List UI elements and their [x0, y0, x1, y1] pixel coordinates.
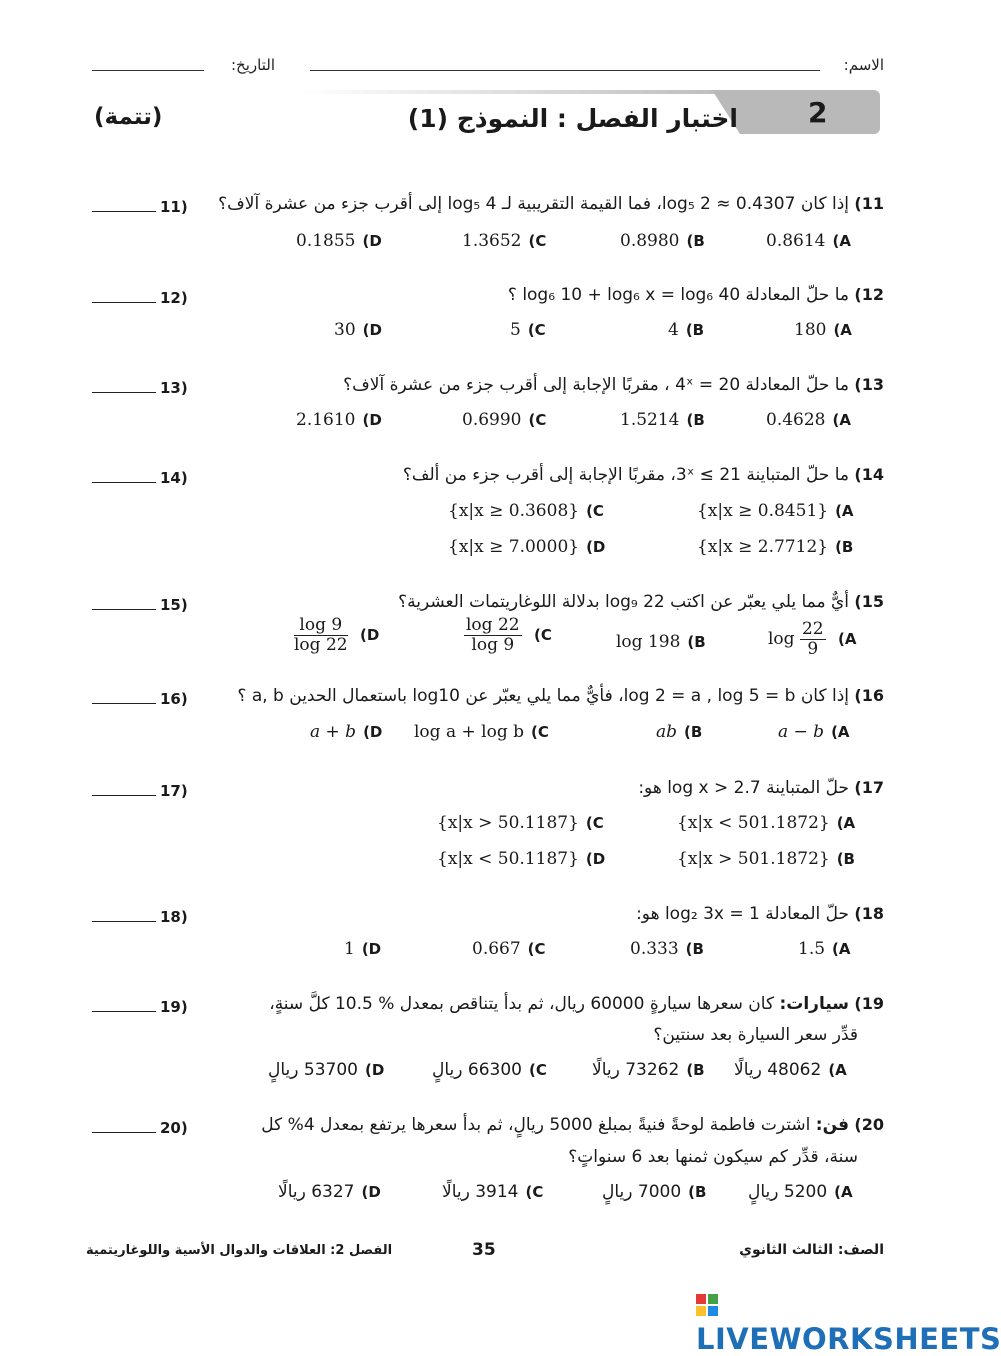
question-number: 16)	[854, 686, 884, 705]
fraction: $\frac{22}{9}$	[801, 619, 824, 659]
question-number: 19)	[854, 994, 884, 1013]
option-c[interactable]: 0.667 (C	[472, 939, 546, 959]
blank-line[interactable]	[92, 703, 156, 704]
liveworksheets-logo	[696, 1288, 1001, 1356]
question-19	[269, 994, 884, 1014]
answer-label: 18)	[160, 908, 188, 926]
question-text: حلّ المتباينة log x > 2.7 هو:	[638, 778, 850, 798]
option-d[interactable]: 30 (D	[334, 320, 382, 340]
answer-blank-12[interactable]	[92, 289, 188, 307]
question-15	[398, 592, 884, 612]
option-d[interactable]: {x|x < 50.1187} (D	[437, 849, 606, 869]
option-c[interactable]: 66300 ريالٍ (C	[432, 1060, 547, 1080]
fraction: $\frac{\log 9}{\log 22}$	[294, 615, 348, 655]
question-text: إذا كان log₅ 2 ≈ 0.4307، فما القيمة التقريبية لـ log₅ 4 إلى أقرب جزء من عشرة آلاف؟	[218, 194, 850, 214]
question-14	[403, 465, 884, 485]
answer-label: 17)	[160, 782, 188, 800]
answer-blank-20[interactable]	[92, 1119, 188, 1137]
option-d[interactable]: $\frac{\log 9}{\log 22}$ (D	[294, 615, 380, 655]
option-a[interactable]: {x|x < 501.1872} (A	[677, 813, 856, 833]
question-16	[237, 686, 884, 706]
option-b[interactable]: 1.5214 (B	[620, 410, 705, 430]
question-number: 15)	[854, 592, 884, 611]
option-b[interactable]: 7000 ريالٍ (B	[602, 1182, 707, 1202]
question-text: حلّ المعادلة log₂ 3x = 1 هو:	[636, 904, 850, 924]
answer-label: 15)	[160, 596, 188, 614]
blank-line[interactable]	[92, 211, 156, 212]
page-number: 35	[472, 1240, 496, 1260]
answer-label: 19)	[160, 998, 188, 1016]
answer-blank-15[interactable]	[92, 596, 188, 614]
footer-grade: الصف: الثالث الثانوي	[739, 1242, 884, 1258]
question-12	[508, 285, 884, 305]
option-d[interactable]: 6327 ريالًا (D	[278, 1182, 381, 1202]
banner-fade	[300, 90, 720, 94]
answer-blank-17[interactable]	[92, 782, 188, 800]
option-a[interactable]: 48062 ريالًا (A	[734, 1060, 847, 1080]
answer-label: 14)	[160, 469, 188, 487]
option-c[interactable]: $\frac{\log 22}{\log 9}$ (C	[466, 615, 552, 655]
option-c[interactable]: {x|x > 50.1187} (C	[437, 813, 604, 833]
option-a[interactable]: log $\frac{22}{9}$ (A	[768, 619, 857, 659]
option-d[interactable]: 2.1610 (D	[296, 410, 382, 430]
option-d[interactable]: 53700 ريالٍ (D	[268, 1060, 385, 1080]
option-b[interactable]: ab (B	[656, 722, 703, 742]
option-d[interactable]: 0.1855 (D	[296, 231, 382, 251]
blank-line[interactable]	[92, 482, 156, 483]
question-number: 11)	[854, 194, 884, 213]
question-text: إذا كان log 2 = a , log 5 = b، فأيٌّ مما يلي يعبّر عن log10 باستعمال الحدين a, b ؟	[237, 686, 850, 706]
answer-blank-18[interactable]	[92, 908, 188, 926]
answer-blank-19[interactable]	[92, 998, 188, 1016]
question-number: 14)	[854, 465, 884, 484]
option-b[interactable]: {x|x ≥ 2.7712} (B	[697, 537, 854, 557]
chapter-number: 2	[808, 96, 828, 129]
question-text: ما حلّ المتباينة 21 ≥ 3ˣ، مقربًا الإجابة إلى أقرب جزء من ألف؟	[402, 465, 850, 485]
option-d[interactable]: a + b (D	[310, 722, 383, 742]
question-number: 13)	[854, 375, 884, 394]
option-a[interactable]: {x|x ≥ 0.8451} (A	[697, 501, 854, 521]
answer-label: 20)	[160, 1119, 188, 1137]
option-c[interactable]: 3914 ريالًا (C	[442, 1182, 544, 1202]
answer-label: 12)	[160, 289, 188, 307]
option-b[interactable]: 73262 ريالًا (B	[592, 1060, 705, 1080]
question-keyword: فن:	[815, 1115, 850, 1135]
option-c[interactable]: 0.6990 (C	[462, 410, 547, 430]
option-a[interactable]: 1.5 (A	[798, 939, 851, 959]
liveworksheets-text: LIVEWORKSHEETS	[696, 1322, 1001, 1356]
question-number: 20)	[854, 1115, 884, 1134]
option-c[interactable]: 5 (C	[510, 320, 546, 340]
option-a[interactable]: 0.4628 (A	[766, 410, 851, 430]
answer-blank-13[interactable]	[92, 379, 188, 397]
blank-line[interactable]	[92, 302, 156, 303]
blank-line[interactable]	[92, 392, 156, 393]
answer-blank-14[interactable]	[92, 469, 188, 487]
question-keyword: سيارات:	[779, 994, 850, 1014]
option-a[interactable]: a − b (A	[778, 722, 850, 742]
name-label: الاسم:	[843, 56, 884, 74]
option-b[interactable]: {x|x > 501.1872} (B	[677, 849, 855, 869]
question-text: كان سعرها سيارةٍ 60000 ريال، ثم بدأ يتناقص بمعدل % 10.5 كلَّ سنةٍ،	[269, 994, 775, 1014]
question-number: 17)	[854, 778, 884, 797]
option-b[interactable]: 4 (B	[668, 320, 705, 340]
blank-line[interactable]	[92, 921, 156, 922]
question-text: ما حلّ المعادلة 20 = 4ˣ ، مقربًا الإجابة إلى أقرب جزء من عشرة آلاف؟	[343, 375, 850, 395]
answer-blank-11[interactable]	[92, 198, 188, 216]
answer-label: 11)	[160, 198, 188, 216]
question-11	[218, 194, 884, 214]
option-b[interactable]: 0.333 (B	[630, 939, 704, 959]
option-a[interactable]: 180 (A	[794, 320, 852, 340]
question-text: ما حلّ المعادلة log₆ 10 + log₆ x = log₆ 40 ؟	[507, 285, 850, 305]
name-line[interactable]	[310, 70, 820, 71]
question-number: 12)	[854, 285, 884, 304]
option-c[interactable]: {x|x ≥ 0.3608} (C	[448, 501, 604, 521]
question-13	[343, 375, 884, 395]
test-title: اختبار الفصل : النموذج (1)	[407, 104, 738, 133]
option-c[interactable]: 1.3652 (C	[462, 231, 547, 251]
question-20-line2: سنة، قدِّر كم سيكون ثمنها بعد 6 سنواتٍ؟	[568, 1147, 858, 1167]
fraction: $\frac{\log 22}{\log 9}$	[466, 615, 520, 655]
question-text: اشترت فاطمة لوحةً فنيةً بمبلغ 5000 ريالٍ، ثم بدأ سعرها يرتفع بمعدل 4% كل	[261, 1115, 811, 1135]
blank-line[interactable]	[92, 609, 156, 610]
question-17	[638, 778, 884, 798]
option-a[interactable]: 5200 ريالٍ (A	[748, 1182, 853, 1202]
option-c[interactable]: log a + log b (C	[414, 722, 549, 742]
liveworksheets-icon	[696, 1294, 720, 1318]
option-a[interactable]: 0.8614 (A	[766, 231, 851, 251]
option-d[interactable]: {x|x ≥ 7.0000} (D	[448, 537, 606, 557]
answer-label: 13)	[160, 379, 188, 397]
continued-label: (تتمة)	[94, 104, 163, 130]
question-19-line2: قدِّر سعر السيارة بعد سنتين؟	[653, 1025, 858, 1045]
footer-chapter: الفصل 2: العلاقات والدوال الأسية واللوغاريتمية	[86, 1243, 393, 1258]
question-text: أيٌّ مما يلي يعبّر عن اكتب log₉ 22 بدلالة اللوغاريتمات العشرية؟	[398, 592, 850, 612]
blank-line[interactable]	[92, 795, 156, 796]
option-b[interactable]: 0.8980 (B	[620, 231, 705, 251]
answer-blank-16[interactable]	[92, 690, 188, 708]
blank-line[interactable]	[92, 1011, 156, 1012]
answer-label: 16)	[160, 690, 188, 708]
question-number: 18)	[854, 904, 884, 923]
blank-line[interactable]	[92, 1132, 156, 1133]
question-20	[261, 1115, 884, 1135]
option-b[interactable]: log 198 (B	[616, 632, 706, 652]
question-18	[636, 904, 884, 924]
date-label: التاريخ:	[231, 56, 275, 74]
option-d[interactable]: 1 (D	[344, 939, 382, 959]
date-line[interactable]	[92, 70, 204, 71]
